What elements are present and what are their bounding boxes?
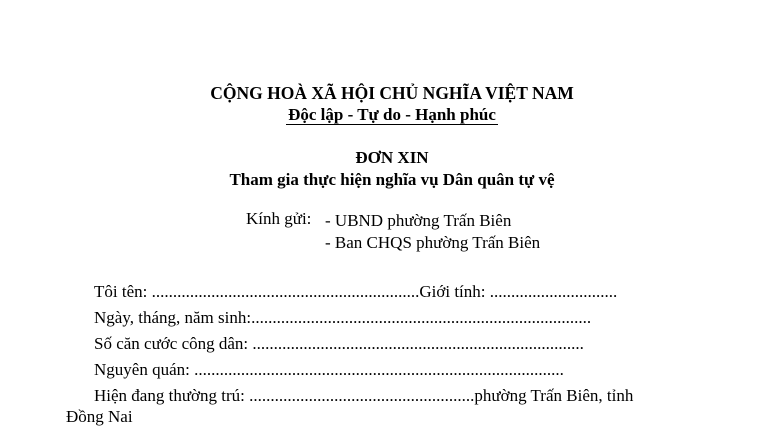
id-row xyxy=(94,334,584,354)
gender-dots: .............................. xyxy=(489,282,618,301)
residence-dots: ..................................................... xyxy=(249,386,475,405)
nation-heading: CỘNG HOÀ XÃ HỘI CHỦ NGHĨA VIỆT NAM xyxy=(210,83,574,103)
origin-dots: ....................................................................................... xyxy=(194,360,564,379)
id-dots: .............................................................................. xyxy=(252,334,584,353)
motto-heading xyxy=(0,105,784,125)
name-row xyxy=(94,282,617,302)
origin-label: Nguyên quán: xyxy=(94,360,195,379)
document-subtitle: Tham gia thực hiện nghĩa vụ Dân quân tự vệ xyxy=(229,170,555,189)
document-title: ĐƠN XIN xyxy=(355,148,429,167)
residence-suffix: phường Trấn Biên, tỉnh xyxy=(474,386,634,405)
name-label: Tôi tên: xyxy=(94,282,152,301)
origin-row xyxy=(94,360,564,380)
residence-row xyxy=(94,386,633,406)
gender-label: Giới tính: xyxy=(419,282,490,301)
dob-label: Ngày, tháng, năm sinh: xyxy=(94,308,252,327)
residence-label: Hiện đang thường trú: xyxy=(94,386,250,405)
recipient-item-2: - Ban CHQS phường Trấn Biên xyxy=(325,233,541,252)
recipient-label: Kính gửi: xyxy=(246,209,312,228)
recipient-item-1: - UBND phường Trấn Biên xyxy=(325,211,512,230)
residence-line2: Đồng Nai xyxy=(66,407,133,426)
motto-text: Độc lập - Tự do - Hạnh phúc xyxy=(288,105,496,124)
id-label: Số căn cước công dân: xyxy=(94,334,253,353)
name-dots: ............................................................... xyxy=(151,282,420,301)
dob-dots: ................................................................................ xyxy=(251,308,592,327)
dob-row xyxy=(94,308,591,328)
